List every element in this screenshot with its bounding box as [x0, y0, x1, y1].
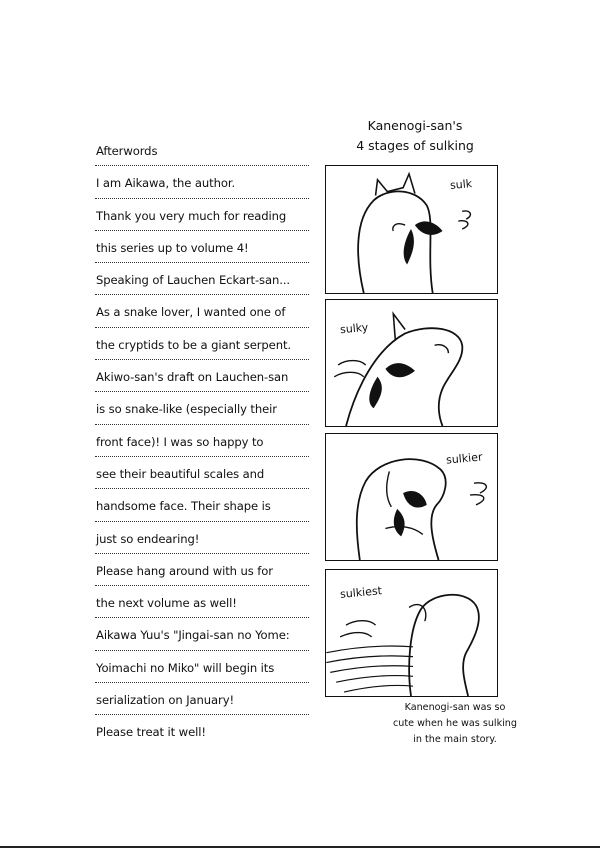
comic-panel-sulk — [325, 165, 498, 294]
panel-label-sulk: sulk — [449, 177, 473, 192]
comic-panel-sulky — [325, 299, 498, 427]
comic-title — [330, 116, 500, 156]
afterword-line: Akiwo-san's draft on Lauchen-san — [95, 360, 309, 392]
afterword-line: is so snake-like (especially their — [95, 392, 309, 424]
afterword-line: Please hang around with us for — [95, 554, 309, 586]
afterword-line: Please treat it well! — [96, 725, 206, 740]
panel-label-sulkier: sulkier — [445, 450, 483, 467]
afterword-line: handsome face. Their shape is — [95, 489, 309, 521]
afterword-line: As a snake lover, I wanted one of — [95, 295, 309, 327]
panel-label-sulky: sulky — [339, 320, 369, 337]
afterword-line: the cryptids to be a giant serpent. — [95, 328, 309, 360]
caption-line: in the main story. — [413, 734, 497, 745]
comic-title-line: 4 stages of sulking — [356, 138, 474, 153]
caption-line: cute when he was sulking — [393, 718, 517, 729]
afterword-line: Aikawa Yuu's "Jingai-san no Yome: — [95, 618, 309, 650]
comic-panel-sulkiest — [325, 569, 498, 697]
panel-label-sulkiest: sulkiest — [339, 584, 383, 601]
page-bottom-divider — [0, 846, 600, 848]
afterword-text — [95, 134, 309, 748]
comic-panel-sulkier — [325, 433, 498, 561]
afterword-line: see their beautiful scales and — [95, 457, 309, 489]
caption-line: Kanenogi-san was so — [404, 702, 506, 713]
afterword-line: I am Aikawa, the author. — [95, 166, 309, 198]
kanenogi-sulky-illustration — [326, 300, 497, 426]
afterword-line: this series up to volume 4! — [95, 231, 309, 263]
afterword-line: Speaking of Lauchen Eckart-san... — [95, 263, 309, 295]
afterword-line: just so endearing! — [95, 522, 309, 554]
comic-caption — [380, 700, 530, 748]
afterword-line: serialization on January! — [95, 683, 309, 715]
comic-title-line: Kanenogi-san's — [367, 118, 463, 133]
afterword-line: the next volume as well! — [95, 586, 309, 618]
afterword-line: Yoimachi no Miko" will begin its — [95, 651, 309, 683]
afterword-heading: Afterwords — [95, 134, 309, 166]
afterword-line: Thank you very much for reading — [95, 199, 309, 231]
afterword-line: front face)! I was so happy to — [95, 425, 309, 457]
